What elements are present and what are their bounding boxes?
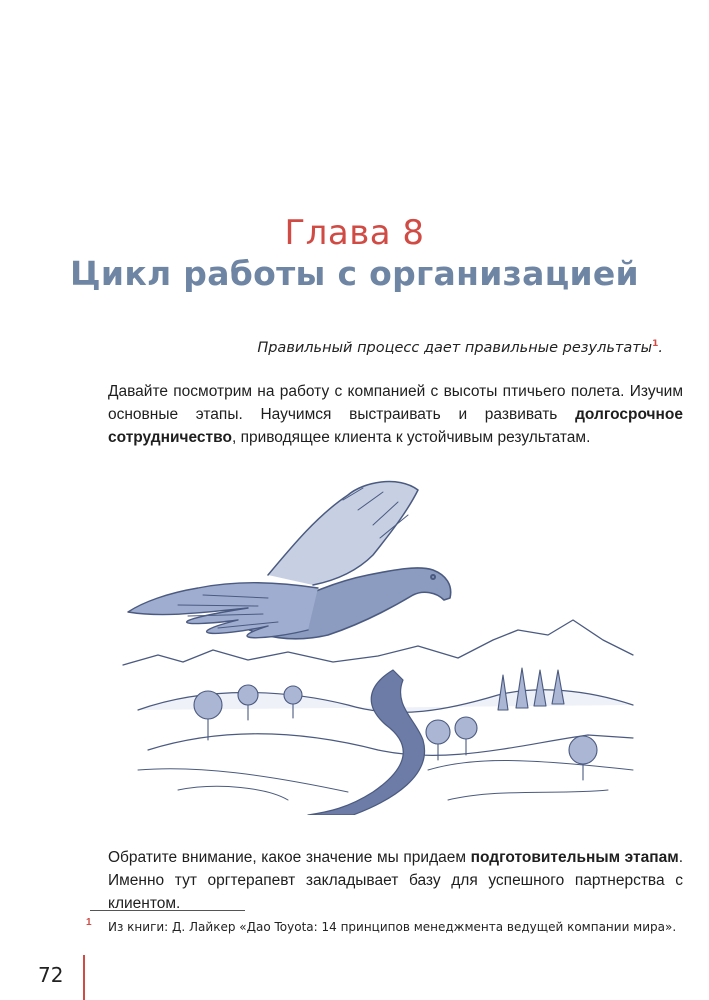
intro-text: Давайте посмотрим на работу с компанией с высоты птичьего полета. Изучим основные этапы. Научимся выстраивать и развивать xyxy=(108,383,683,423)
intro-text-end: , приводящее клиента к устойчивым результатам. xyxy=(231,429,591,446)
page-number: 72 xyxy=(38,963,64,987)
epigraph-text: Правильный процесс дает правильные результаты xyxy=(257,339,653,356)
footnote-divider xyxy=(90,910,245,911)
intro-bold-phrase: долгосрочное сотрудничество xyxy=(108,406,683,446)
footnote-reference: 1 xyxy=(652,339,659,349)
epigraph xyxy=(257,339,663,356)
note-bold-phrase: подготовительным этапам xyxy=(470,849,679,866)
page-number-rule xyxy=(83,955,85,1000)
mountains xyxy=(123,620,633,665)
intro-paragraph xyxy=(90,380,683,449)
eagle-landscape-illustration xyxy=(118,470,638,815)
footnote-text: Из книги: Д. Лайкер «Дао Toyota: 14 принципов менеджмента ведущей компании мира». xyxy=(108,920,677,934)
chapter-title: Цикл работы с организацией xyxy=(70,254,639,293)
river xyxy=(308,670,425,815)
lower-wing xyxy=(128,583,318,638)
epigraph-end: . xyxy=(658,339,663,356)
note-paragraph xyxy=(90,846,683,915)
footnote-mark: 1 xyxy=(86,917,92,928)
chapter-number: Глава 8 xyxy=(284,213,425,253)
note-text: Обратите внимание, какое значение мы придаем xyxy=(108,849,471,866)
note-text-end: . Именно тут оргтерапевт закладывает базу для успешного партнерства с клиентом. xyxy=(108,849,683,912)
